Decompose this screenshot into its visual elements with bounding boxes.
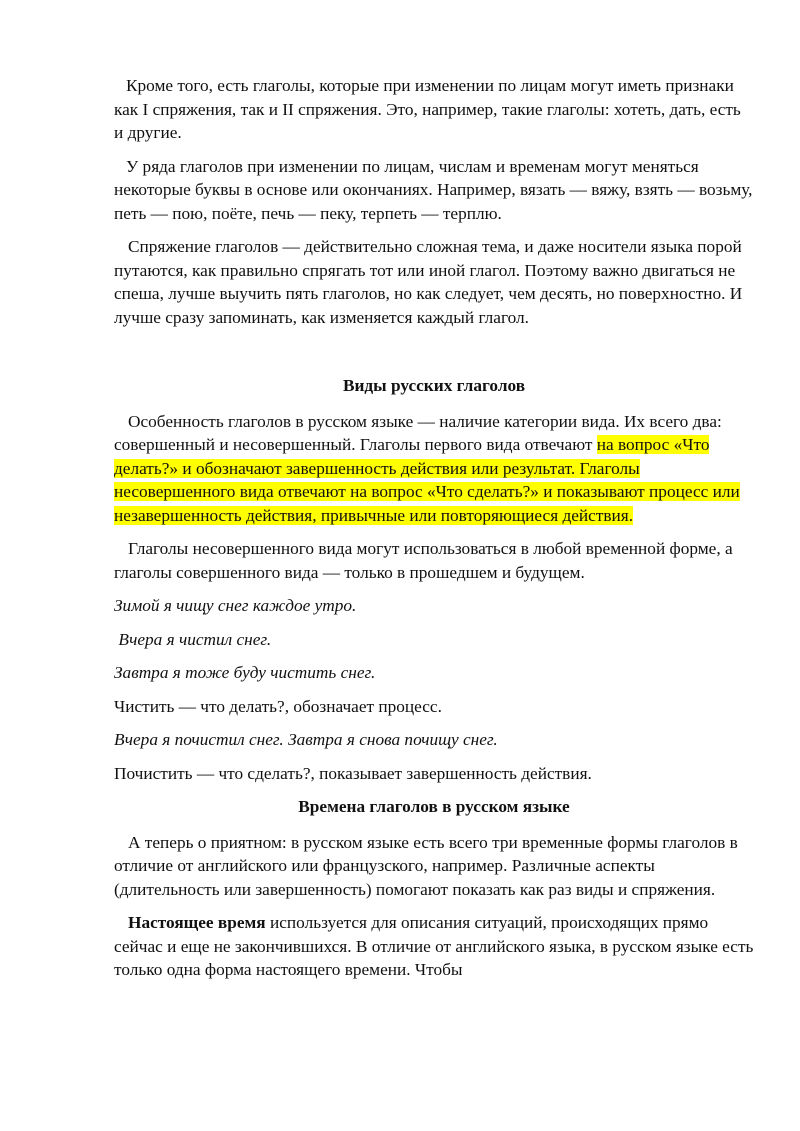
heading-verb-aspects: Виды русских глаголов (342, 376, 526, 395)
paragraph-aspect-tense-forms: Глаголы несовершенного вида могут использоваться в любой временной форме, а глаголы совершенного вида — только в прошедшем и будущем. (114, 539, 733, 582)
aspect-intro-text: Особенность глаголов в русском языке — наличие категории вида. Их всего два: совершенный и несовершенный. Глаголы первого вида отвечают (114, 411, 722, 454)
paragraph-aspect-intro (114, 410, 754, 528)
paragraph-mixed-conjugation: Кроме того, есть глаголы, которые при изменении по лицам могут иметь признаки как I спряжения, так и II спряжения. Это, например, такие глаголы: хотеть, дать, есть и другие. (114, 76, 741, 142)
paragraph-stem-changes: У ряда глаголов при изменении по лицам, числам и временам могут меняться некоторые буквы в основе или окончаниях. Например, вязать — вяжу, взять — возьму, петь — пою, поёте, печь — пеку, терпеть — терплю. (114, 156, 753, 223)
paragraph-conjugation-difficulty: Спряжение глаголов — действительно сложная тема, и даже носители языка порой путаются, как правильно спрягать тот или иной глагол. Поэтому важно двигаться не спеша, лучше выучить пять глаголов, но как следует, чем десять, но поверхностно. И лучше сразу запоминать, как изменяется каждый глагол. (114, 237, 743, 327)
example-sentence-1: Зимой я чищу снег каждое утро. (114, 596, 357, 615)
document-page (114, 74, 754, 992)
paragraph-present-tense (114, 911, 754, 982)
example-explanation-1: Чистить — что делать?, обозначает процесс. (114, 696, 442, 716)
example-sentence-2: Вчера я чистил снег. (114, 629, 272, 649)
highlighted-text: на вопрос «Что делать?» и обозначают завершенность действия или результат. Глаголы несовершенного вида отвечают на вопрос «Что сделать?» и показывают процесс или незавершенность действия, привычные или повторяющиеся действия. (114, 435, 740, 525)
heading-verb-tenses: Времена глаголов в русском языке (298, 797, 570, 816)
example-sentence-4: Вчера я почистил снег. Завтра я снова почищу снег. (114, 730, 498, 749)
present-tense-text: используется для описания ситуаций, происходящих прямо сейчас и еще не закончившихся. В отличие от английского языка, в русском языке есть только одна форма настоящего времени. Чтобы (114, 913, 754, 979)
paragraph-tense-intro: А теперь о приятном: в русском языке есть всего три временные формы глаголов в отличие от английского или французского, например. Различные аспекты (длительность или завершенность) помогают показать как раз виды и спряжения. (114, 832, 738, 899)
example-sentence-3: Завтра я тоже буду чистить снег. (114, 663, 376, 682)
term-present-tense: Настоящее время (128, 913, 266, 932)
example-explanation-2: Почистить — что сделать?, показывает завершенность действия. (114, 763, 592, 783)
